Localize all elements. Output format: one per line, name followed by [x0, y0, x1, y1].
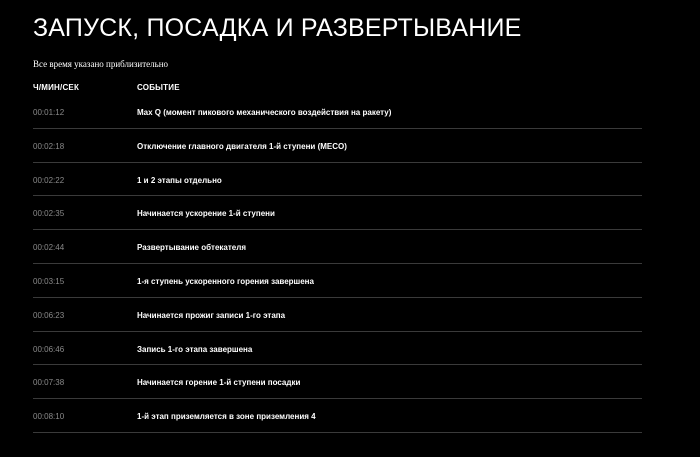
row-time: 00:08:10: [33, 412, 65, 422]
table-row: [33, 129, 642, 163]
row-time: 00:02:35: [33, 209, 65, 219]
row-event: Начинается горение 1-й ступени посадки: [137, 378, 301, 388]
table-row: [33, 196, 642, 230]
row-event: 1-й этап приземляется в зоне приземления 4: [137, 412, 316, 422]
row-event: Отключение главного двигателя 1-й ступени (MECO): [137, 141, 347, 151]
table-row: [33, 163, 642, 197]
approximate-time-note: Все время указано приблизительно: [33, 59, 169, 69]
row-time: 00:06:46: [33, 344, 65, 354]
row-time: 00:02:22: [33, 175, 65, 185]
table-row: [33, 332, 642, 366]
row-time: 00:06:23: [33, 310, 65, 320]
row-time: 00:07:38: [33, 378, 65, 388]
column-header-event: СОБЫТИЕ: [137, 83, 180, 92]
row-time: 00:01:12: [33, 108, 65, 117]
row-event: 1 и 2 этапы отдельно: [137, 175, 222, 185]
row-time: 00:03:15: [33, 276, 65, 286]
row-event: Запись 1-го этапа завершена: [137, 344, 253, 354]
row-event: Начинается ускорение 1-й ступени: [137, 209, 275, 219]
table-row: [33, 264, 642, 298]
table-row: [33, 399, 642, 433]
table-row: [33, 230, 642, 264]
row-event: Max Q (момент пикового механического воздействия на ракету): [137, 108, 392, 117]
row-event: Начинается прожиг записи 1-го этапа: [137, 310, 286, 320]
column-header-time: Ч/МИН/СЕК: [33, 83, 80, 92]
table-row: [33, 298, 642, 332]
timeline-table: [33, 95, 642, 433]
row-event: Развертывание обтекателя: [137, 243, 246, 253]
table-row: [33, 365, 642, 399]
row-time: 00:02:44: [33, 243, 65, 253]
row-time: 00:02:18: [33, 141, 65, 151]
page-title: ЗАПУСК, ПОСАДКА И РАЗВЕРТЫВАНИЕ: [33, 14, 522, 42]
table-row: [33, 95, 642, 129]
row-event: 1-я ступень ускоренного горения завершена: [137, 276, 314, 286]
table-header: [33, 81, 642, 95]
